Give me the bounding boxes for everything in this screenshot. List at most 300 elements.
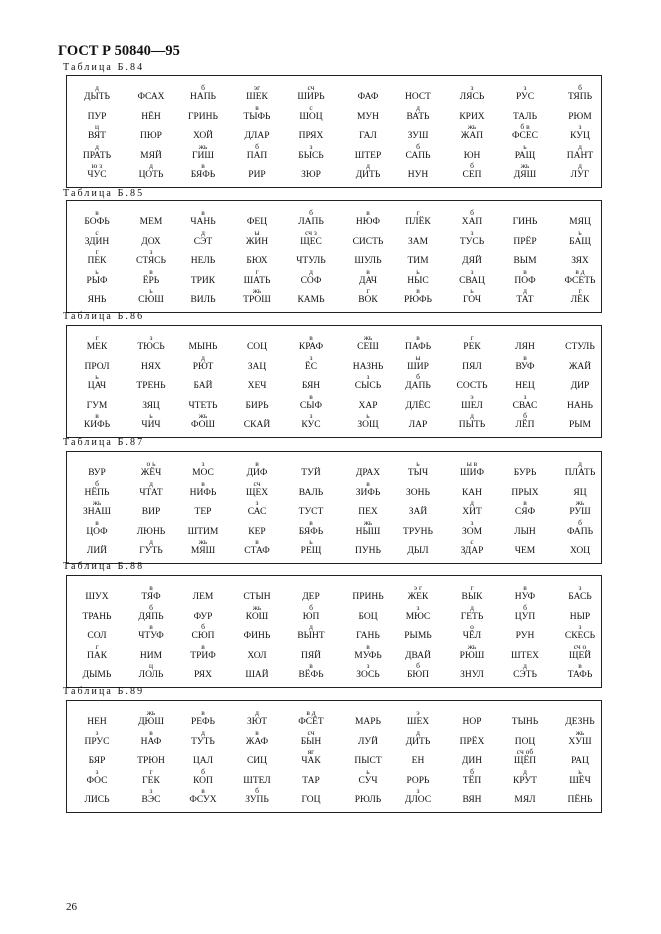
- table-row: [67, 229, 601, 249]
- syllable-word: ЖЁЧ: [140, 468, 162, 478]
- syllable-word: РУШ: [569, 507, 591, 517]
- table-cell: [552, 84, 608, 104]
- syllable-word: ДЕЗНЬ: [565, 717, 595, 727]
- transcription-mark: в: [149, 266, 153, 276]
- syllable-word: ЗОЩ: [357, 420, 379, 430]
- syllable-word: ПОЦ: [514, 736, 536, 747]
- syllable-word: ХУШ: [568, 736, 592, 747]
- table-cell: [340, 538, 396, 558]
- syllable-word: ПРИНЬ: [352, 592, 384, 602]
- transcription-mark: в: [523, 498, 527, 507]
- transcription-mark: д: [470, 411, 474, 420]
- transcription-mark: з: [255, 498, 259, 507]
- table-cell: [340, 709, 396, 729]
- syllable-word: СЯФ: [514, 507, 536, 517]
- transcription-mark: б: [255, 786, 259, 795]
- syllable-word: ФОШ: [190, 420, 216, 430]
- syllable-word: ЁС: [304, 361, 318, 372]
- syllable-word: ХОЙ: [192, 131, 214, 141]
- syllable-word: ТЫНЬ: [511, 717, 539, 727]
- transcription-mark: д: [523, 766, 527, 776]
- table-cell: [390, 604, 446, 624]
- table-cell: [444, 143, 500, 163]
- table-cell: [552, 748, 608, 768]
- table-cell: [497, 499, 553, 519]
- syllable-word: ТЫФЬ: [243, 111, 271, 122]
- transcription-mark: б: [201, 622, 205, 631]
- transcription-mark: з: [309, 352, 313, 362]
- syllable-word: ДАЧ: [358, 275, 378, 286]
- syllable-word: НУФ: [514, 592, 536, 602]
- table-cell: [69, 143, 125, 163]
- syllable-word: СЮП: [191, 631, 215, 641]
- table-row: [67, 584, 601, 604]
- transcription-mark: в: [201, 641, 205, 651]
- table-cell: [444, 538, 500, 558]
- table-cell: [340, 584, 396, 604]
- transcription-mark: в: [523, 352, 527, 362]
- table-cell: [69, 499, 125, 519]
- table-cell: [229, 460, 285, 480]
- syllable-word: НЫС: [407, 275, 429, 286]
- syllable-word: ЛЯСЬ: [459, 92, 485, 102]
- syllable-word: ПАНТ: [566, 150, 594, 161]
- syllable-word: ТУЙ: [301, 468, 321, 478]
- table-row: [67, 460, 601, 480]
- table-cell: [123, 162, 179, 182]
- transcription-mark: з: [470, 227, 474, 237]
- table-cell: [175, 623, 231, 643]
- transcription-mark: в: [149, 583, 153, 592]
- syllable-word: РУН: [515, 631, 535, 641]
- transcription-mark: в: [416, 286, 420, 295]
- table-cell: [552, 643, 608, 663]
- syllable-word: НИМ: [139, 650, 163, 661]
- syllable-word: ЦОТЬ: [138, 170, 164, 180]
- table-cell: [390, 538, 446, 558]
- table-cell: [497, 162, 553, 182]
- syllable-word: ШТЕХ: [510, 650, 540, 661]
- table-cell: [69, 373, 125, 393]
- table-cell: [229, 354, 285, 374]
- syllable-table: [66, 75, 602, 188]
- table-row: [67, 287, 601, 307]
- table-cell: [390, 393, 446, 413]
- table-cell: [123, 248, 179, 268]
- transcription-mark: д: [309, 266, 313, 276]
- syllable-word: ФСУХ: [189, 795, 217, 805]
- table-cell: [69, 84, 125, 104]
- syllable-word: ФОС: [86, 775, 108, 786]
- table-cell: [283, 499, 339, 519]
- transcription-mark: з: [309, 141, 313, 151]
- syllable-word: ЛЕМ: [192, 592, 214, 602]
- transcription-mark: в: [255, 459, 259, 468]
- table-cell: [444, 748, 500, 768]
- syllable-word: ТЫЧ: [407, 468, 429, 478]
- syllable-word: ТРОШ: [243, 295, 271, 305]
- table-cell: [69, 787, 125, 807]
- transcription-mark: д: [201, 352, 205, 362]
- syllable-word: КИФЬ: [83, 420, 111, 430]
- transcription-mark: б: [470, 208, 474, 217]
- syllable-word: ЗИФЬ: [355, 487, 381, 498]
- syllable-word: РЫМ: [568, 420, 591, 430]
- table-cell: [552, 519, 608, 539]
- syllable-word: БИРЬ: [245, 400, 269, 411]
- syllable-word: ПРЫХ: [511, 487, 539, 498]
- transcription-mark: д: [149, 537, 153, 546]
- table-row: [67, 393, 601, 413]
- transcription-mark: жь: [198, 537, 208, 546]
- table-cell: [123, 604, 179, 624]
- table-cell: [283, 334, 339, 354]
- table-cell: [390, 209, 446, 229]
- syllable-word: ЦУП: [514, 611, 536, 622]
- transcription-mark: сч з: [305, 227, 317, 237]
- table-cell: [69, 268, 125, 288]
- syllable-word: ЖАФ: [245, 736, 269, 747]
- table-cell: [123, 412, 179, 432]
- syllable-word: ВЫМ: [513, 256, 537, 266]
- table-cell: [283, 162, 339, 182]
- syllable-word: СОСТЬ: [456, 381, 488, 391]
- transcription-mark: в: [416, 333, 420, 342]
- table-cell: [229, 519, 285, 539]
- syllable-word: ЦАЛ: [192, 756, 214, 766]
- syllable-word: ЛИСЬ: [84, 795, 110, 805]
- transcription-mark: ц: [148, 661, 153, 670]
- syllable-word: ГУТЬ: [139, 546, 163, 556]
- table-cell: [175, 604, 231, 624]
- table-cell: [175, 787, 231, 807]
- table-cell: [123, 623, 179, 643]
- syllable-word: ЯНЬ: [87, 295, 107, 305]
- transcription-mark: д: [523, 661, 527, 670]
- table-cell: [444, 480, 500, 500]
- transcription-mark: в: [201, 208, 205, 217]
- transcription-mark: в: [309, 333, 313, 342]
- table-cell: [283, 643, 339, 663]
- table-cell: [283, 538, 339, 558]
- syllable-word: ВЫК: [461, 592, 483, 602]
- table-cell: [283, 84, 339, 104]
- syllable-word: ГЕТЬ: [460, 611, 484, 622]
- table-cell: [69, 209, 125, 229]
- syllable-word: ШЁЧ: [569, 775, 591, 786]
- table-cell: [229, 748, 285, 768]
- syllable-word: ТРЮН: [137, 756, 165, 766]
- table-cell: [390, 480, 446, 500]
- syllable-word: СТЫН: [243, 592, 271, 602]
- syllable-word: РЕФЬ: [190, 717, 216, 727]
- syllable-word: ЛОЛЬ: [138, 670, 164, 680]
- table-cell: [340, 84, 396, 104]
- table-cell: [123, 480, 179, 500]
- table-cell: [123, 373, 179, 393]
- transcription-mark: в: [255, 537, 259, 546]
- table-row: [67, 643, 601, 663]
- transcription-mark: ь: [149, 286, 153, 295]
- syllable-word: ШАЙ: [245, 670, 269, 680]
- syllable-word: ДЛАР: [244, 131, 270, 141]
- transcription-mark: г: [470, 583, 474, 592]
- syllable-word: ФИНЬ: [243, 631, 271, 641]
- table-row: [67, 604, 601, 624]
- syllable-word: ПРОЛ: [84, 361, 110, 372]
- syllable-word: СИЦ: [246, 756, 268, 766]
- syllable-word: НЕЛЬ: [190, 256, 216, 266]
- table-cell: [175, 729, 231, 749]
- syllable-word: ДЕР: [302, 592, 320, 602]
- transcription-mark: в: [309, 391, 313, 401]
- table-cell: [340, 768, 396, 788]
- syllable-word: РИР: [248, 170, 266, 180]
- syllable-word: ЗНАШ: [82, 507, 112, 517]
- transcription-mark: жь: [467, 122, 477, 131]
- table-caption: Таблица Б.89: [63, 686, 145, 697]
- table-cell: [69, 623, 125, 643]
- syllable-word: СТЯСЬ: [136, 256, 166, 266]
- table-cell: [69, 729, 125, 749]
- table-cell: [283, 623, 339, 643]
- table-cell: [175, 143, 231, 163]
- transcription-mark: б: [470, 161, 474, 170]
- table-cell: [69, 480, 125, 500]
- table-cell: [69, 412, 125, 432]
- syllable-word: КОШ: [245, 611, 269, 622]
- table-row: [67, 104, 601, 124]
- table-cell: [229, 412, 285, 432]
- transcription-mark: эг: [253, 83, 261, 92]
- table-cell: [552, 334, 608, 354]
- syllable-word: ГИШ: [192, 150, 214, 161]
- syllable-word: ТУСЬ: [459, 236, 485, 247]
- syllable-word: ДЫТЬ: [83, 92, 111, 102]
- syllable-word: ФСЕС: [512, 131, 538, 141]
- transcription-mark: г: [95, 247, 99, 256]
- syllable-word: БУРЬ: [513, 468, 537, 478]
- table-cell: [69, 460, 125, 480]
- table-cell: [123, 84, 179, 104]
- syllable-word: КАН: [461, 487, 483, 498]
- table-cell: [390, 412, 446, 432]
- table-cell: [497, 268, 553, 288]
- table-cell: [175, 229, 231, 249]
- table-cell: [229, 393, 285, 413]
- transcription-mark: в: [523, 266, 527, 276]
- table-row: [67, 623, 601, 643]
- table-cell: [444, 123, 500, 143]
- syllable-word: БОЦ: [358, 611, 378, 622]
- table-cell: [283, 480, 339, 500]
- table-cell: [175, 393, 231, 413]
- table-cell: [497, 538, 553, 558]
- table-cell: [123, 354, 179, 374]
- syllable-word: ДЫМЬ: [82, 670, 112, 680]
- table-cell: [390, 104, 446, 124]
- table-cell: [69, 393, 125, 413]
- transcription-mark: д: [309, 622, 313, 631]
- table-cell: [390, 162, 446, 182]
- transcription-mark: ь: [578, 227, 582, 237]
- transcription-mark: ь: [309, 537, 313, 546]
- table-cell: [229, 480, 285, 500]
- syllable-word: ДОХ: [141, 236, 161, 247]
- syllable-word: ФСЕТЬ: [564, 275, 596, 286]
- transcription-mark: з: [470, 517, 474, 527]
- transcription-mark: жь: [198, 141, 208, 151]
- transcription-mark: в: [578, 661, 582, 670]
- syllable-word: ШОЦ: [299, 111, 323, 122]
- table-cell: [552, 143, 608, 163]
- table-cell: [123, 393, 179, 413]
- syllable-word: ЗОНЬ: [406, 487, 430, 498]
- table-cell: [175, 412, 231, 432]
- syllable-word: ГОЦ: [301, 795, 321, 805]
- syllable-word: РЕК: [463, 342, 481, 352]
- table-cell: [175, 768, 231, 788]
- syllable-word: ЧИЧ: [141, 420, 161, 430]
- table-cell: [229, 643, 285, 663]
- table-cell: [175, 584, 231, 604]
- table-row: [67, 729, 601, 749]
- syllable-word: ЖАЙ: [568, 361, 592, 372]
- transcription-mark: в: [201, 786, 205, 795]
- syllable-word: СОФ: [300, 275, 322, 286]
- transcription-mark: ь: [578, 766, 582, 776]
- table-cell: [390, 768, 446, 788]
- syllable-word: ФАФ: [357, 92, 379, 102]
- table-cell: [497, 412, 553, 432]
- transcription-mark: ь: [366, 766, 370, 776]
- table-cell: [123, 209, 179, 229]
- syllable-word: ВАТЬ: [406, 111, 430, 122]
- syllable-word: ПЕХ: [358, 507, 378, 517]
- table-row: [67, 248, 601, 268]
- table-cell: [444, 709, 500, 729]
- table-cell: [229, 623, 285, 643]
- syllable-word: ХОЛ: [247, 650, 267, 661]
- syllable-word: ТЯПЬ: [567, 92, 593, 102]
- table-cell: [497, 584, 553, 604]
- transcription-mark: в: [95, 517, 99, 527]
- syllable-word: ДИФ: [246, 468, 268, 478]
- table-cell: [229, 729, 285, 749]
- syllable-word: ПЛАТЬ: [564, 468, 596, 478]
- syllable-word: ВОК: [358, 295, 378, 305]
- transcription-mark: с: [95, 227, 99, 237]
- table-cell: [552, 480, 608, 500]
- table-cell: [229, 662, 285, 682]
- syllable-word: ПРЁХ: [459, 736, 485, 747]
- syllable-word: ПУР: [87, 111, 107, 122]
- table-cell: [444, 643, 500, 663]
- transcription-mark: д: [523, 286, 527, 295]
- table-cell: [175, 354, 231, 374]
- syllable-word: СЫФ: [299, 400, 323, 411]
- document-header: ГОСТ Р 50840—95: [58, 43, 180, 59]
- table-cell: [69, 538, 125, 558]
- syllable-word: ЮП: [302, 611, 320, 622]
- transcription-mark: б: [149, 602, 153, 612]
- syllable-word: СЭТЬ: [513, 670, 537, 680]
- transcription-mark: в: [149, 622, 153, 631]
- transcription-mark: г: [578, 286, 582, 295]
- syllable-word: ТРИФ: [190, 650, 216, 661]
- table-cell: [283, 787, 339, 807]
- syllable-word: СВАЦ: [459, 275, 485, 286]
- syllable-word: ЗОМ: [461, 526, 483, 537]
- table-cell: [283, 287, 339, 307]
- transcription-mark: ы: [254, 227, 260, 237]
- transcription-mark: з: [523, 391, 527, 401]
- table-cell: [123, 143, 179, 163]
- syllable-word: ШУЛЬ: [354, 256, 382, 266]
- table-cell: [390, 748, 446, 768]
- syllable-word: СУЧ: [358, 775, 378, 786]
- transcription-mark: з: [149, 247, 153, 256]
- table-cell: [69, 248, 125, 268]
- syllable-word: РОРЬ: [406, 775, 430, 786]
- transcription-mark: б: [95, 478, 99, 488]
- transcription-mark: з: [470, 266, 474, 276]
- transcription-mark: з: [578, 583, 582, 592]
- syllable-word: ГЕК: [142, 775, 160, 786]
- syllable-word: НОСТ: [405, 92, 431, 102]
- syllable-word: ПЯЛ: [462, 361, 482, 372]
- table-row: [67, 709, 601, 729]
- syllable-word: ПРУС: [84, 736, 110, 747]
- syllable-word: БЯФЬ: [298, 526, 324, 537]
- syllable-word: СЕШ: [357, 342, 379, 352]
- table-cell: [552, 268, 608, 288]
- syllable-word: МОС: [192, 468, 214, 478]
- table-cell: [283, 768, 339, 788]
- transcription-mark: жь: [252, 286, 262, 295]
- table-cell: [340, 662, 396, 682]
- syllable-word: ПАК: [86, 650, 108, 661]
- table-cell: [552, 623, 608, 643]
- table-cell: [390, 248, 446, 268]
- transcription-mark: з: [416, 602, 420, 612]
- transcription-mark: жь: [198, 411, 208, 420]
- syllable-word: ФАПЬ: [566, 526, 594, 537]
- syllable-word: ВЯТ: [87, 131, 106, 141]
- table-cell: [283, 229, 339, 249]
- syllable-word: ЧТУЛЬ: [296, 256, 326, 266]
- syllable-word: НАПЬ: [189, 92, 217, 102]
- table-cell: [229, 162, 285, 182]
- transcription-mark: ю з: [91, 161, 103, 170]
- transcription-mark: д: [366, 161, 370, 170]
- table-cell: [497, 729, 553, 749]
- table-cell: [340, 643, 396, 663]
- table-cell: [497, 519, 553, 539]
- table-cell: [229, 123, 285, 143]
- table-cell: [340, 519, 396, 539]
- table-cell: [123, 499, 179, 519]
- table-cell: [497, 248, 553, 268]
- table-cell: [444, 460, 500, 480]
- table-cell: [340, 334, 396, 354]
- table-cell: [340, 268, 396, 288]
- table-row: [67, 768, 601, 788]
- syllable-word: ФСАХ: [137, 92, 165, 102]
- transcription-mark: ц: [94, 122, 99, 131]
- syllable-word: ЖЕК: [407, 592, 429, 602]
- table-row: [67, 334, 601, 354]
